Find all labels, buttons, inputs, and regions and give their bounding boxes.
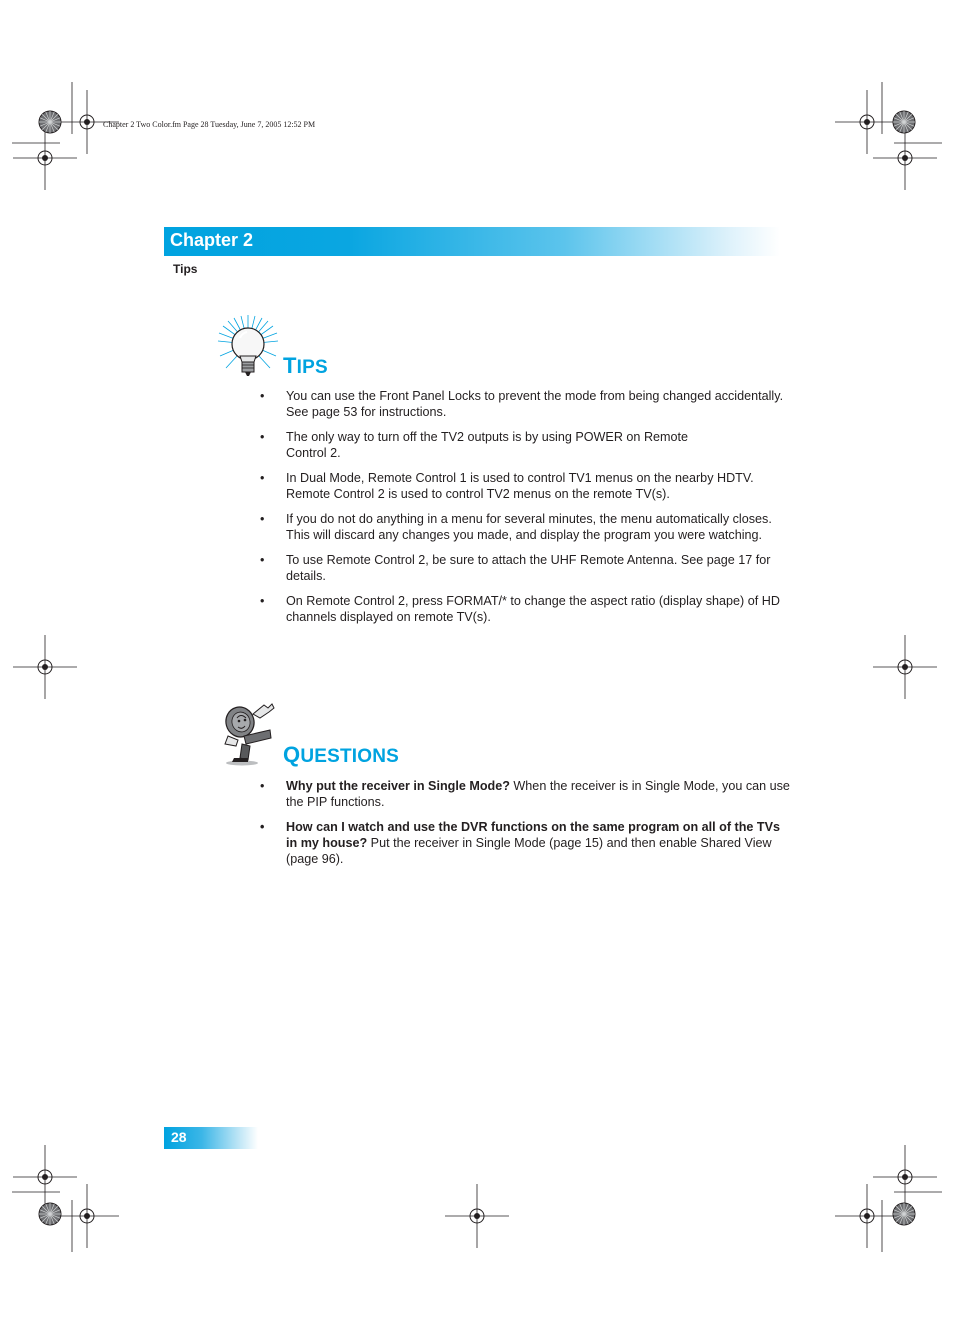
questions-heading-initial: Q (283, 742, 301, 767)
list-item (260, 594, 790, 626)
tip-text: If you do not do anything in a menu for several minutes, the menu automatically closes. This will discard any changes you made, and display the program you were watching. (286, 512, 772, 543)
chapter-header-bar (164, 227, 780, 256)
bullet: • (260, 820, 265, 835)
satellite-dish-mascot-icon (220, 700, 276, 766)
running-head: Tips (173, 262, 198, 276)
questions-list (260, 779, 790, 867)
tip-text: The only way to turn off the TV2 outputs is by using POWER on Remote Control 2. (286, 430, 689, 460)
bullet: • (260, 389, 265, 403)
tips-heading (283, 353, 328, 379)
tip-text: On Remote Control 2, press FORMAT/* to change the aspect ratio (display shape) of HD channels displayed on remote TV(s). (286, 594, 780, 625)
list-item (260, 389, 790, 421)
tip-text: You can use the Front Panel Locks to prevent the mode from being changed accidentally. See page 53 for instructions. (286, 389, 784, 419)
tips-heading-rest: IPS (296, 357, 328, 378)
tip-text: In Dual Mode, Remote Control 1 is used to control TV1 menus on the nearby HDTV. Remote Control 2 is used to control TV2 menus on the remote TV(s). (286, 471, 754, 501)
printer-slug-line: Chapter 2 Two Color.fm Page 28 Tuesday, June 7, 2005 12:52 PM (103, 120, 316, 129)
questions-heading-rest: UESTIONS (300, 746, 400, 767)
tips-list (260, 389, 790, 626)
chapter-title: Chapter 2 (170, 230, 254, 250)
bullet: • (260, 594, 265, 609)
bullet: • (260, 512, 265, 527)
question-text: How can I watch and use the DVR functions on the same program on all of the TVs in my house? (286, 820, 781, 850)
bullet: • (260, 779, 265, 793)
list-item (260, 430, 790, 462)
answer-text: Put the receiver in Single Mode (page 15) and then enable Shared View (page 96). (286, 835, 772, 866)
list-item (260, 512, 790, 544)
list-item (260, 779, 790, 811)
tips-heading-initial: T (283, 353, 297, 378)
list-item (260, 471, 790, 503)
answer-text: When the receiver is in Single Mode, you can use the PIP functions. (286, 779, 790, 809)
questions-heading (283, 742, 399, 768)
list-item (260, 820, 790, 867)
bullet: • (260, 553, 265, 568)
question-text: Why put the receiver in Single Mode? (286, 779, 510, 793)
list-item (260, 553, 790, 585)
lightbulb-icon (216, 314, 280, 378)
bullet: • (260, 430, 265, 445)
bullet: • (260, 471, 265, 486)
tip-text: To use Remote Control 2, be sure to attach the UHF Remote Antenna. See page 17 for details. (286, 553, 771, 584)
page-number: 28 (171, 1129, 187, 1145)
